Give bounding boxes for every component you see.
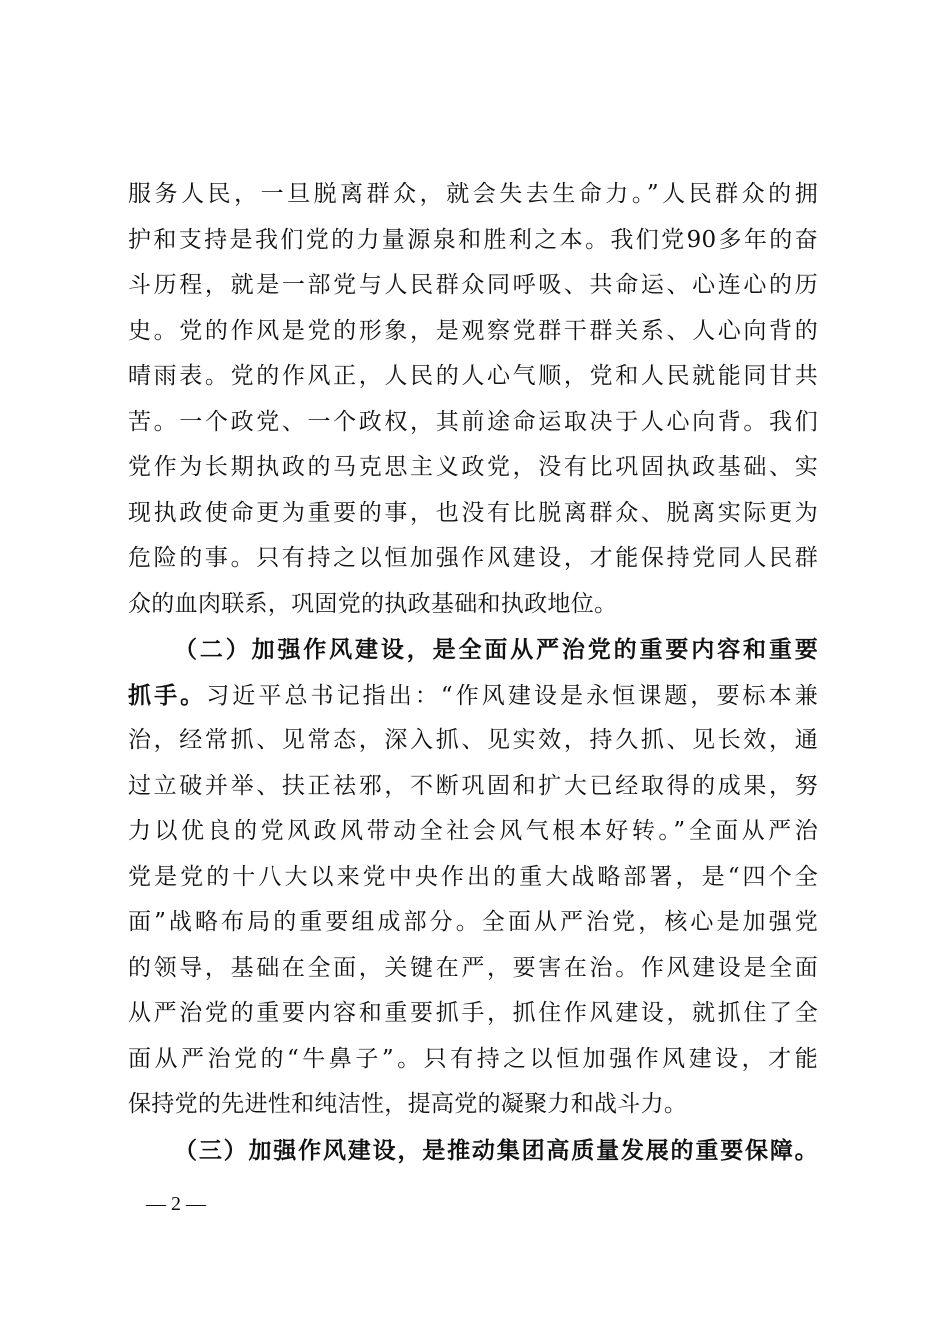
text-line: 过立破并举、扶正祛邪，不断巩固和扩大已经取得的成果，努 <box>128 772 818 799</box>
text-line: 面从严治党的“牛鼻子”。只有持之以恒加强作风建设，才能 <box>128 1045 818 1072</box>
paragraph-3 <box>128 1128 818 1174</box>
text-line: 斗历程，就是一部党与人民群众同呼吸、共命运、心连心的历 <box>128 272 818 298</box>
text-line: 苦。一个政党、一个政权，其前途命运取决于人心向背。我们 <box>128 408 818 435</box>
text-line: 力以优良的党风政风带动全社会风气根本好转。”全面从严治 <box>128 818 818 844</box>
text-line: 众的血肉联系，巩固党的执政基础和执政地位。 <box>128 590 618 617</box>
text-line: 晴雨表。党的作风正，人民的人心气顺，党和人民就能同甘共 <box>128 363 818 389</box>
paragraph-1 <box>128 172 818 627</box>
text-line: 现执政使命更为重要的事，也没有比脱离群众、脱离实际更为 <box>128 499 818 526</box>
text-line: 史。党的作风是党的形象，是观察党群干群关系、人心向背的 <box>128 317 818 344</box>
text-line: 服务人民，一旦脱离群众，就会失去生命力。”人民群众的拥 <box>128 181 818 207</box>
section-heading-3: （三）加强作风建设，是推动集团高质量发展的重要保障。 <box>174 1136 818 1164</box>
text-line: 保持党的先进性和纯洁性，提高党的凝聚力和战斗力。 <box>128 1091 688 1117</box>
text-line: 危险的事。只有持之以恒加强作风建设，才能保持党同人民群 <box>128 545 818 571</box>
section-heading-2-end: 抓手。 <box>128 681 207 709</box>
body-text <box>128 172 818 1173</box>
section-heading-2: （二）加强作风建设，是全面从严治党的重要内容和重要 <box>174 636 818 663</box>
text-line: 的领导，基础在全面，关键在严，要害在治。作风建设是全面 <box>128 954 818 981</box>
paragraph-2 <box>128 627 818 1128</box>
quote-start: 习近平总书记指出：“作风建设是永恒课题，要标本兼 <box>206 682 818 709</box>
text-line: 护和支持是我们党的力量源泉和胜利之本。我们党90多年的奋 <box>128 226 818 253</box>
text-line: 从严治党的重要内容和重要抓手，抓住作风建设，就抓住了全 <box>128 1000 818 1026</box>
text-line: 党是党的十八大以来党中央作出的重大战略部署，是“四个全 <box>128 863 818 890</box>
page-number: — 2 — <box>146 1193 206 1215</box>
text-line: 治，经常抓、见常态，深入抓、见实效，持久抓、见长效，通 <box>128 727 818 753</box>
text-line <box>128 673 818 719</box>
text-line: 党作为长期执政的马克思主义政党，没有比巩固执政基础、实 <box>128 454 818 480</box>
text-line: 面”战略布局的重要组成部分。全面从严治党，核心是加强党 <box>128 909 818 935</box>
